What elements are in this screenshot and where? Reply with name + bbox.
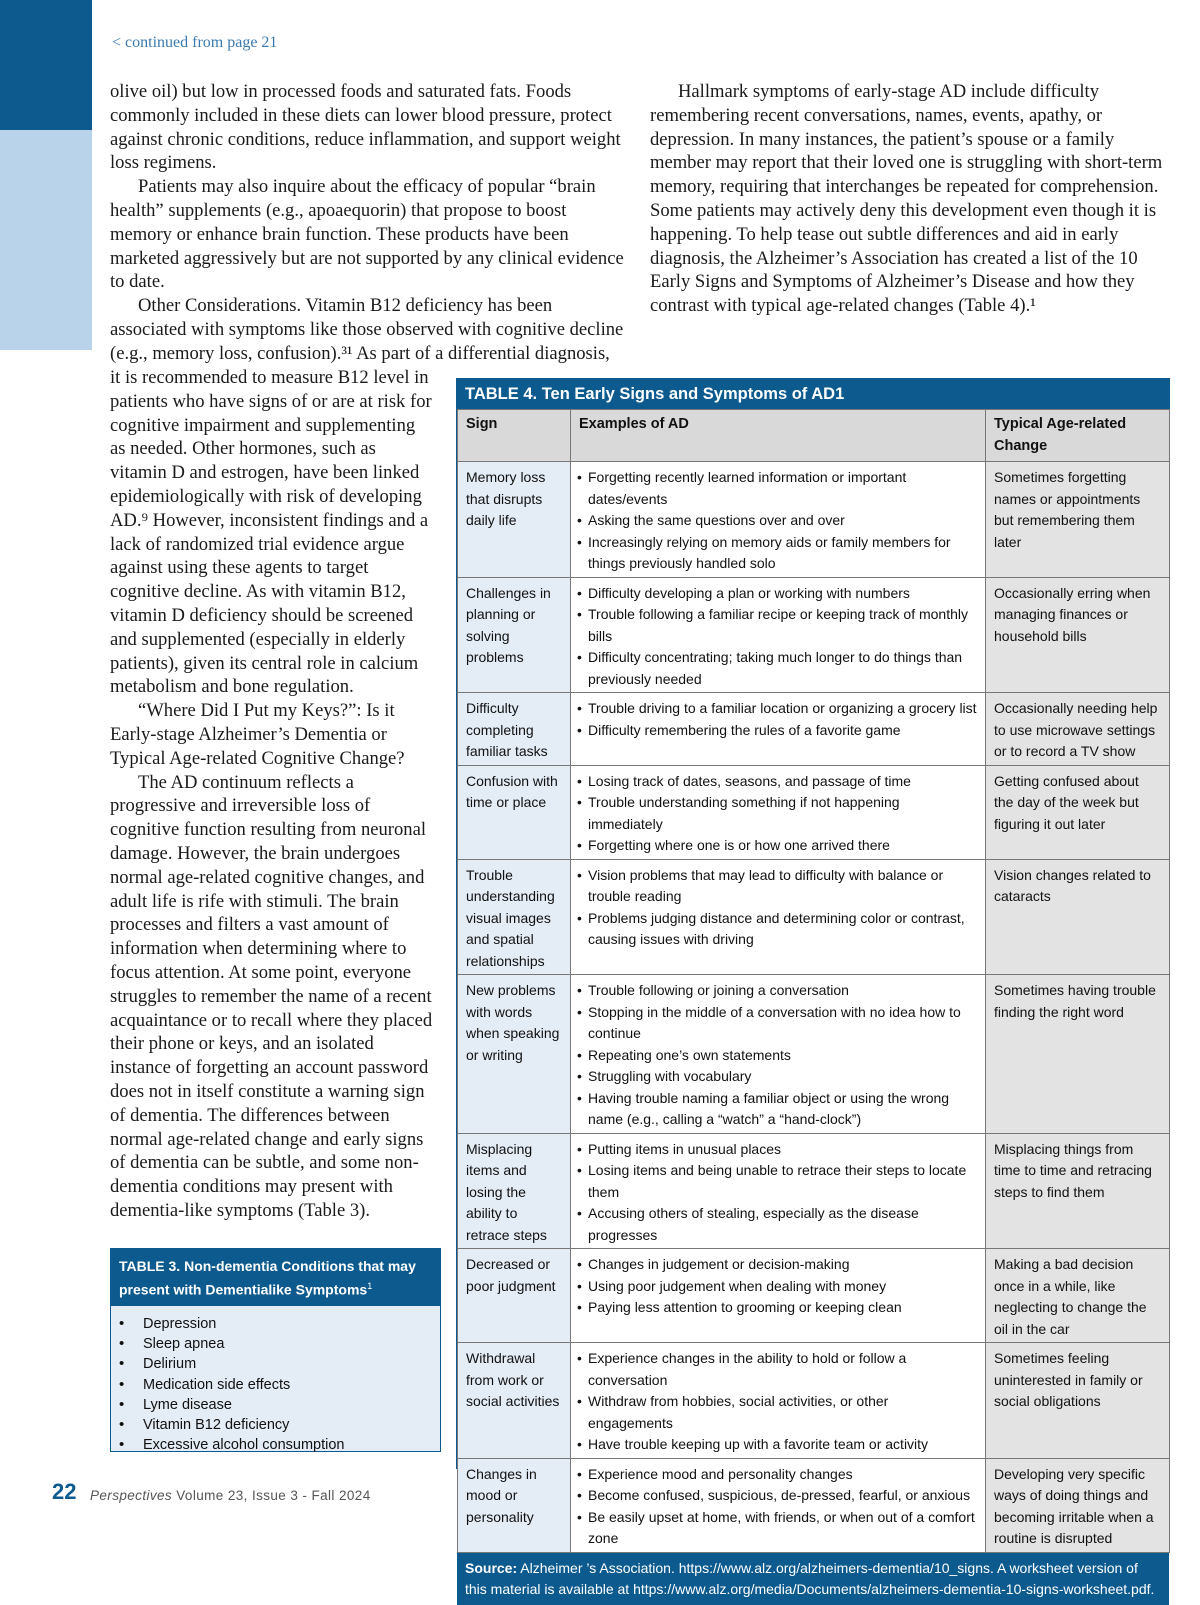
examples-cell	[571, 1343, 986, 1459]
list-item: • Delirium	[119, 1354, 440, 1374]
list-item: • Sleep apnea	[119, 1334, 440, 1354]
column2	[650, 80, 1170, 318]
examples-cell	[571, 577, 986, 693]
typical-cell: Sometimes having trouble finding the right word	[986, 975, 1170, 1134]
examples-cell	[571, 1458, 986, 1552]
header-typical: Typical Age-related Change	[986, 410, 1170, 462]
typical-cell: Occasionally needing help to use microwave settings or to record a TV show	[986, 693, 1170, 766]
table-row	[458, 1133, 1170, 1249]
table-row	[458, 1458, 1170, 1552]
example-item: • Experience changes in the ability to hold or follow a conversation	[577, 1348, 977, 1391]
examples-cell	[571, 1249, 986, 1343]
example-item: • Trouble following a familiar recipe or keeping track of monthly bills	[577, 604, 977, 647]
typical-cell: Getting confused about the day of the week but figuring it out later	[986, 765, 1170, 859]
list-item: • Medication side effects	[119, 1375, 440, 1395]
example-item: • Putting items in unusual places	[577, 1139, 977, 1161]
table-row	[458, 693, 1170, 766]
sign-cell: Challenges in planning or solving problems	[458, 577, 571, 693]
paragraph: Hallmark symptoms of early-stage AD include difficulty remembering recent conversations, names, events, apathy, or depression. In many instances, the patient’s spouse or a family member may report that their loved one is struggling with short-term memory, requiring that interchanges be repeated for comprehension. Some patients may actively deny this development even though it is happening. To help tease out subtle differences and aid in early diagnosis, the Alzheimer’s Association has created a list of the 10 Early Signs and Symptoms of Alzheimer’s Disease and how they contrast with typical age-related changes (Table 4).¹	[650, 81, 1163, 317]
example-item: • Difficulty remembering the rules of a favorite game	[577, 720, 977, 742]
sign-cell: Memory loss that disrupts daily life	[458, 462, 571, 578]
examples-cell	[571, 1133, 986, 1249]
example-item: • Have trouble keeping up with a favorite team or activity	[577, 1434, 977, 1456]
example-item: • Asking the same questions over and over	[577, 510, 977, 532]
examples-cell	[571, 859, 986, 975]
typical-cell: Sometimes feeling uninterested in family or social obligations	[986, 1343, 1170, 1459]
table-row	[458, 765, 1170, 859]
footer-text	[90, 1488, 371, 1503]
side-bar-light	[0, 130, 92, 350]
header-examples: Examples of AD	[571, 410, 986, 462]
typical-cell: Developing very specific ways of doing things and becoming irritable when a routine is disrupted	[986, 1458, 1170, 1552]
sign-cell: Difficulty completing familiar tasks	[458, 693, 571, 766]
list-item: • Excessive alcohol consumption	[119, 1435, 440, 1455]
paragraph: it is recommended to measure B12 level in patients who have signs of or are at risk for cognitive impairment and supplementing as needed. Other hormones, such as vitamin D and estrogen, have been linked epidemiologically with risk of developing AD.⁹ However, inconsistent findings and a lack of randomized trial evidence argue against using these agents to target cognitive decline. As with vitamin B12, vitamin D deficiency should be screened and supplemented (especially in elderly patients), given its central role in calcium metabolism and bone regulation.	[110, 367, 432, 698]
sign-cell: Misplacing items and losing the ability to retrace steps	[458, 1133, 571, 1249]
sign-cell: Changes in mood or personality	[458, 1458, 571, 1552]
list-item: • Vitamin B12 deficiency	[119, 1415, 440, 1435]
table4	[456, 378, 1170, 1597]
table4-grid	[457, 409, 1170, 1553]
example-item: • Difficulty concentrating; taking much longer to do things than previously needed	[577, 647, 977, 690]
table3-list	[111, 1306, 440, 1456]
list-item: • Lyme disease	[119, 1395, 440, 1415]
continued-note: < continued from page 21	[112, 34, 278, 51]
example-item: • Become confused, suspicious, de-pressed, fearful, or anxious	[577, 1485, 977, 1507]
example-item: • Losing items and being unable to retrace their steps to locate them	[577, 1160, 977, 1203]
typical-cell: Misplacing things from time to time and retracing steps to find them	[986, 1133, 1170, 1249]
table4-title: TABLE 4. Ten Early Signs and Symptoms of AD1	[457, 379, 1169, 409]
example-item: • Changes in judgement or decision-making	[577, 1254, 977, 1276]
table3-title	[111, 1249, 440, 1306]
typical-cell: Vision changes related to cataracts	[986, 859, 1170, 975]
column1-top	[110, 80, 625, 366]
example-item: • Using poor judgement when dealing with money	[577, 1276, 977, 1298]
source-label: Source:	[465, 1559, 518, 1576]
paragraph: Patients may also inquire about the efficacy of popular “brain health” supplements (e.g., apoaequorin) that propose to boost memory or enhance brain function. These products have been marketed aggressively but are not supported by any clinical evidence to date.	[110, 176, 624, 293]
journal-name: Perspectives	[90, 1488, 173, 1503]
page-number: 22	[52, 1479, 77, 1504]
issue-info: Volume 23, Issue 3 - Fall 2024	[176, 1488, 371, 1503]
example-item: • Repeating one’s own statements	[577, 1045, 977, 1067]
paragraph: The AD continuum reflects a progressive and irreversible loss of cognitive function resulting from neuronal damage. However, the brain undergoes normal age-related cognitive changes, and adult life is rife with stimuli. The brain processes and filters a vast amount of information when determining where to focus attention. At some point, everyone struggles to remember the name of a recent acquaintance or to recall where they placed their phone or keys, and an isolated instance of forgetting an account password does not in itself constitute a warning sign of dementia. The differences between normal age-related change and early signs of dementia can be subtle, and some non-dementia conditions may present with dementia-like symptoms (Table 3).	[110, 771, 433, 1221]
side-bar-dark	[0, 0, 92, 130]
examples-cell	[571, 975, 986, 1134]
sign-cell: Trouble understanding visual images and spatial relationships	[458, 859, 571, 975]
example-item: • Trouble understanding something if not happening immediately	[577, 792, 977, 835]
example-item: • Accusing others of stealing, especially as the disease progresses	[577, 1203, 977, 1246]
header-sign: Sign	[458, 410, 571, 462]
example-item: • Withdraw from hobbies, social activities, or other engagements	[577, 1391, 977, 1434]
table-row	[458, 577, 1170, 693]
example-item: • Trouble following or joining a conversation	[577, 980, 977, 1002]
example-item: • Trouble driving to a familiar location or organizing a grocery list	[577, 698, 977, 720]
paragraph: Other Considerations. Vitamin B12 deficiency has been associated with symptoms like those observed with cognitive decline (e.g., memory loss, confusion).³¹ As part of a differential diagnosis,	[110, 295, 624, 364]
table-row	[458, 462, 1170, 578]
example-item: • Stopping in the middle of a conversation with no idea how to continue	[577, 1002, 977, 1045]
example-item: • Paying less attention to grooming or keeping clean	[577, 1297, 977, 1319]
table3-title-sup: 1	[367, 1281, 373, 1291]
table-row	[458, 975, 1170, 1134]
example-item: • Difficulty developing a plan or working with numbers	[577, 583, 977, 605]
table-row	[458, 1343, 1170, 1459]
example-item: • Struggling with vocabulary	[577, 1066, 977, 1088]
examples-cell	[571, 462, 986, 578]
table4-source	[457, 1553, 1169, 1605]
example-item: • Vision problems that may lead to difficulty with balance or trouble reading	[577, 865, 977, 908]
typical-cell: Sometimes forgetting names or appointments but remembering them later	[986, 462, 1170, 578]
sign-cell: Decreased or poor judgment	[458, 1249, 571, 1343]
paragraph: olive oil) but low in processed foods and saturated fats. Foods commonly included in these diets can lower blood pressure, protect against chronic conditions, reduce inflammation, and support weight loss regimens.	[110, 81, 621, 174]
example-item: • Be easily upset at home, with friends, or when out of a comfort zone	[577, 1507, 977, 1550]
example-item: • Increasingly relying on memory aids or family members for things previously handled solo	[577, 532, 977, 575]
example-item: • Problems judging distance and determining color or contrast, causing issues with driving	[577, 908, 977, 951]
column1-bottom	[110, 366, 435, 1223]
table3	[110, 1248, 441, 1452]
paragraph: “Where Did I Put my Keys?”: Is it Early-stage Alzheimer’s Dementia or Typical Age-related Cognitive Change?	[110, 700, 405, 769]
example-item: • Losing track of dates, seasons, and passage of time	[577, 771, 977, 793]
table-row	[458, 1249, 1170, 1343]
examples-cell	[571, 693, 986, 766]
table4-header-row	[458, 410, 1170, 462]
table3-title-text: TABLE 3. Non-dementia Conditions that may present with Dementialike Symptoms	[119, 1258, 416, 1298]
sign-cell: New problems with words when speaking or writing	[458, 975, 571, 1134]
sign-cell: Confusion with time or place	[458, 765, 571, 859]
table-row	[458, 859, 1170, 975]
example-item: • Experience mood and personality changes	[577, 1464, 977, 1486]
list-item: • Depression	[119, 1314, 440, 1334]
examples-cell	[571, 765, 986, 859]
source-text: Alzheimer ’s Association. https://www.alz.org/alzheimers-dementia/10_signs. A worksheet version of this material is available at https://www.alz.org/media/Documents/alzheimers-dementia-10-signs-worksheet.pdf.	[465, 1559, 1155, 1597]
typical-cell: Making a bad decision once in a while, like neglecting to change the oil in the car	[986, 1249, 1170, 1343]
example-item: • Having trouble naming a familiar object or using the wrong name (e.g., calling a “watch” a “hand-clock”)	[577, 1088, 977, 1131]
example-item: • Forgetting recently learned information or important dates/events	[577, 467, 977, 510]
sign-cell: Withdrawal from work or social activities	[458, 1343, 571, 1459]
typical-cell: Occasionally erring when managing finances or household bills	[986, 577, 1170, 693]
example-item: • Forgetting where one is or how one arrived there	[577, 835, 977, 857]
